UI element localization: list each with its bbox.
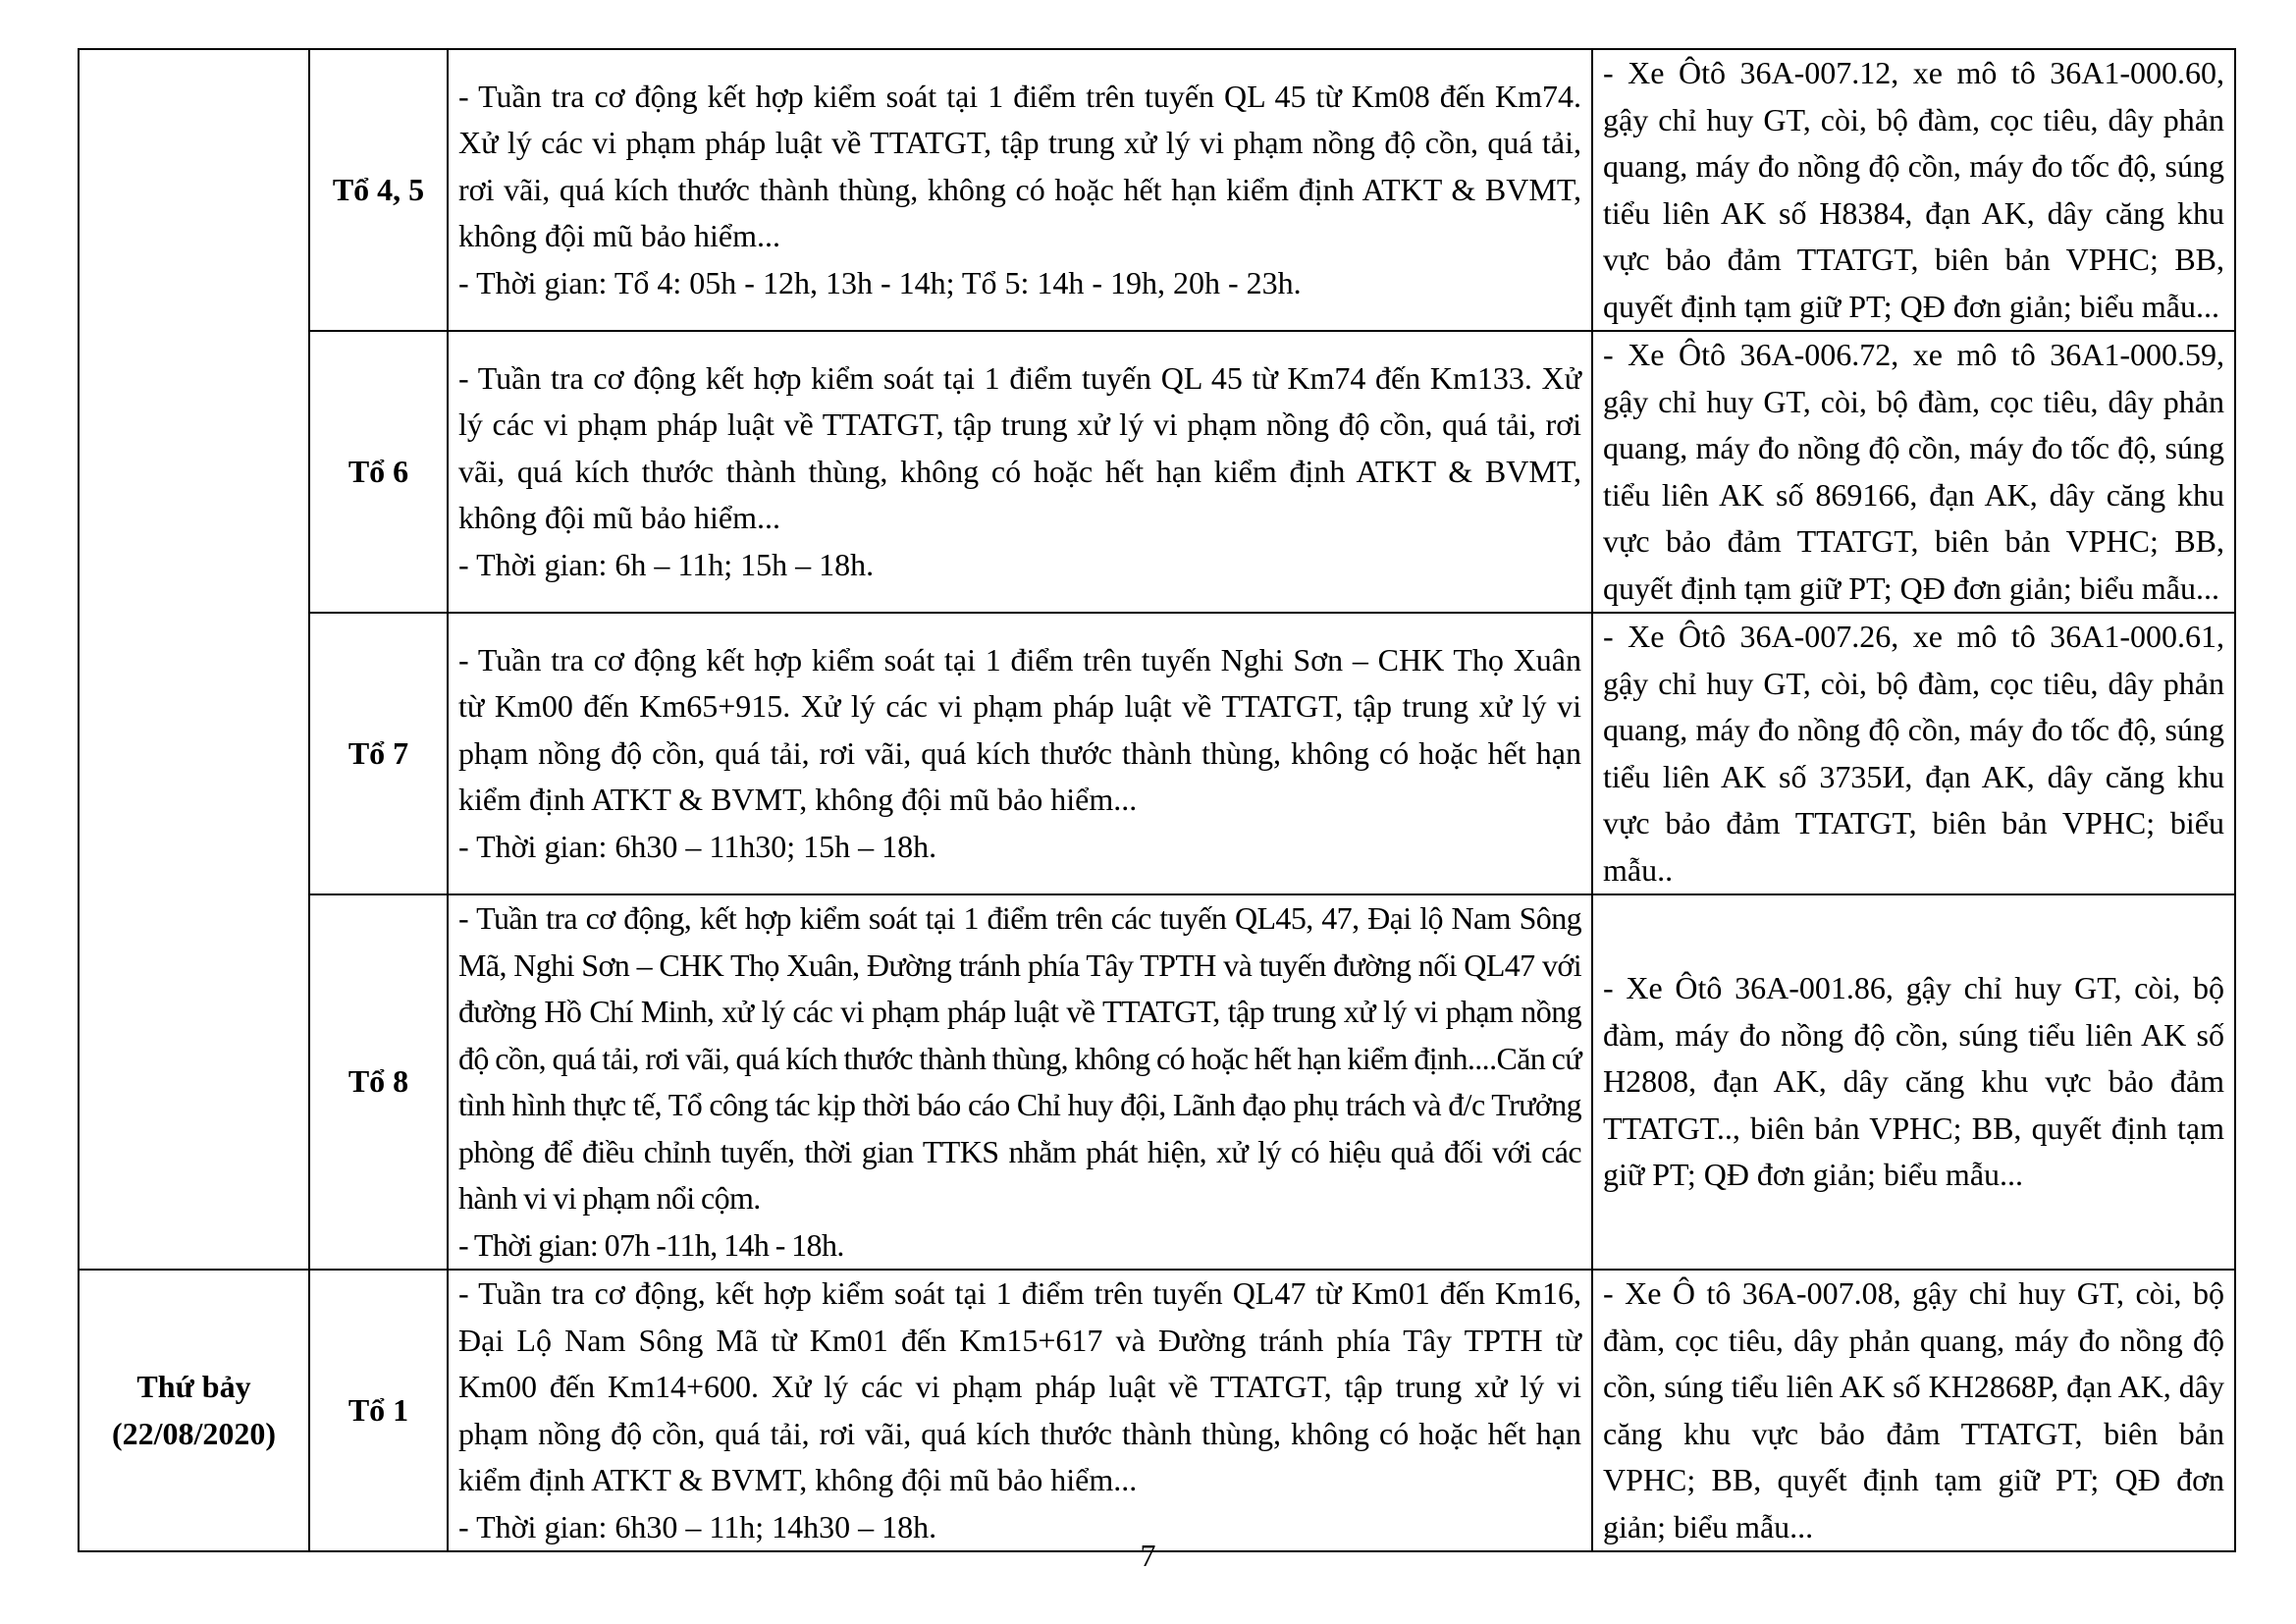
table-row bbox=[79, 894, 2235, 1270]
task-description: - Tuần tra cơ động kết hợp kiểm soát tại 1 điểm trên tuyến Nghi Sơn – CHK Thọ Xuân từ Km00 đến Km65+915. Xử lý các vi phạm pháp luật về TTATGT, tập trung xử lý vi phạm nồng độ cồn, quá tải, rơi vãi, quá kích thước thành thùng, không có hoặc hết hạn kiểm định ATKT & BVMT, không đội mũ bảo hiểm... bbox=[458, 641, 1581, 818]
task-description: - Tuần tra cơ động kết hợp kiểm soát tại 1 điểm tuyến QL 45 từ Km74 đến Km133. Xử lý các vi phạm pháp luật về TTATGT, tập trung xử lý vi phạm nồng độ cồn, quá tải, rơi vãi, quá kích thước thành thùng, không có hoặc hết hạn kiểm định ATKT & BVMT, không đội mũ bảo hiểm... bbox=[458, 359, 1581, 536]
task-time: - Thời gian: Tổ 4: 05h - 12h, 13h - 14h; Tổ 5: 14h - 19h, 20h - 23h. bbox=[458, 264, 1302, 300]
team-cell: Tổ 8 bbox=[309, 894, 448, 1270]
task-description: - Tuần tra cơ động kết hợp kiểm soát tại 1 điểm trên tuyến QL 45 từ Km08 đến Km74. Xử lý các vi phạm pháp luật về TTATGT, tập trung xử lý vi phạm nồng độ cồn, quá tải, rơi vãi, quá kích thước thành thùng, không có hoặc hết hạn kiểm định ATKT & BVMT, không đội mũ bảo hiểm... bbox=[458, 78, 1581, 254]
table-row bbox=[79, 331, 2235, 613]
team-cell: Tổ 1 bbox=[309, 1270, 448, 1551]
team-cell: Tổ 4, 5 bbox=[309, 49, 448, 331]
task-time: - Thời gian: 6h30 – 11h; 14h30 – 18h. bbox=[458, 1508, 937, 1544]
task-cell bbox=[448, 331, 1592, 613]
task-time: - Thời gian: 6h30 – 11h30; 15h – 18h. bbox=[458, 828, 937, 864]
table-row bbox=[79, 1270, 2235, 1551]
day-cell: Thứ bảy (22/08/2020) bbox=[79, 1270, 309, 1551]
task-cell bbox=[448, 49, 1592, 331]
page-number: 7 bbox=[1140, 1538, 1156, 1573]
table-row bbox=[79, 613, 2235, 894]
equipment-cell: - Xe Ô tô 36A-007.08, gậy chỉ huy GT, còi, bộ đàm, cọc tiêu, dây phản quang, máy đo nồng độ cồn, súng tiểu liên AK số KH2868P, đạn AK, dây căng khu vực bảo đảm TTATGT, biên bản VPHC; BB, quyết định tạm giữ PT; QĐ đơn giản; biểu mẫu... bbox=[1592, 1270, 2235, 1551]
equipment-cell: - Xe Ôtô 36A-007.26, xe mô tô 36A1-000.61, gậy chỉ huy GT, còi, bộ đàm, cọc tiêu, dây phản quang, máy đo nồng độ cồn, máy đo tốc độ, súng tiểu liên AK số 3735И, đạn AK, dây căng khu vực bảo đảm TTATGT, biên bản VPHC; biểu mẫu.. bbox=[1592, 613, 2235, 894]
task-time: - Thời gian: 07h -11h, 14h - 18h. bbox=[458, 1226, 844, 1263]
task-description: - Tuần tra cơ động, kết hợp kiểm soát tại 1 điểm trên các tuyến QL45, 47, Đại lộ Nam Sông Mã, Nghi Sơn – CHK Thọ Xuân, Đường tránh phía Tây TPTH và tuyến đường nối QL47 với đường Hồ Chí Minh, xử lý các vi phạm pháp luật về TTATGT, tập trung xử lý vi phạm nồng độ cồn, quá tải, rơi vãi, quá kích thước thành thùng, không có hoặc hết hạn kiểm định....Căn cứ tình hình thực tế, Tổ công tác kịp thời báo cáo Chỉ huy đội, Lãnh đạo phụ trách và đ/c Trưởng phòng để điều chỉnh tuyến, thời gian TTKS nhằm phát hiện, xử lý có hiệu quả đối với các hành vi vi phạm nổi cộm. bbox=[458, 900, 1581, 1216]
day-cell bbox=[79, 49, 309, 1270]
document-sheet bbox=[78, 48, 2234, 1552]
task-cell bbox=[448, 1270, 1592, 1551]
table-row bbox=[79, 49, 2235, 331]
patrol-schedule-table bbox=[78, 48, 2236, 1552]
equipment-cell: - Xe Ôtô 36A-007.12, xe mô tô 36A1-000.60, gậy chỉ huy GT, còi, bộ đàm, cọc tiêu, dây phản quang, máy đo nồng độ cồn, máy đo tốc độ, súng tiểu liên AK số H8384, đạn AK, dây căng khu vực bảo đảm TTATGT, biên bản VPHC; BB, quyết định tạm giữ PT; QĐ đơn giản; biểu mẫu... bbox=[1592, 49, 2235, 331]
task-time: - Thời gian: 6h – 11h; 15h – 18h. bbox=[458, 546, 875, 582]
equipment-cell: - Xe Ôtô 36A-006.72, xe mô tô 36A1-000.59, gậy chỉ huy GT, còi, bộ đàm, cọc tiêu, dây phản quang, máy đo nồng độ cồn, máy đo tốc độ, súng tiểu liên AK số 869166, đạn AK, dây căng khu vực bảo đảm TTATGT, biên bản VPHC; BB, quyết định tạm giữ PT; QĐ đơn giản; biểu mẫu... bbox=[1592, 331, 2235, 613]
task-description: - Tuần tra cơ động, kết hợp kiểm soát tại 1 điểm trên tuyến QL47 từ Km01 đến Km16, Đại Lộ Nam Sông Mã từ Km01 đến Km15+617 và Đường tránh phía Tây TPTH từ Km00 đến Km14+600. Xử lý các vi phạm pháp luật về TTATGT, tập trung xử lý vi phạm nồng độ cồn, quá tải, rơi vãi, quá kích thước thành thùng, không có hoặc hết hạn kiểm định ATKT & BVMT, không đội mũ bảo hiểm... bbox=[458, 1275, 1581, 1497]
team-cell: Tổ 6 bbox=[309, 331, 448, 613]
equipment-cell: - Xe Ôtô 36A-001.86, gậy chỉ huy GT, còi, bộ đàm, máy đo nồng độ cồn, súng tiểu liên AK số H2808, đạn AK, dây căng khu vực bảo đảm TTATGT.., biên bản VPHC; BB, quyết định tạm giữ PT; QĐ đơn giản; biểu mẫu... bbox=[1592, 894, 2235, 1270]
team-cell: Tổ 7 bbox=[309, 613, 448, 894]
task-cell bbox=[448, 613, 1592, 894]
task-cell bbox=[448, 894, 1592, 1270]
